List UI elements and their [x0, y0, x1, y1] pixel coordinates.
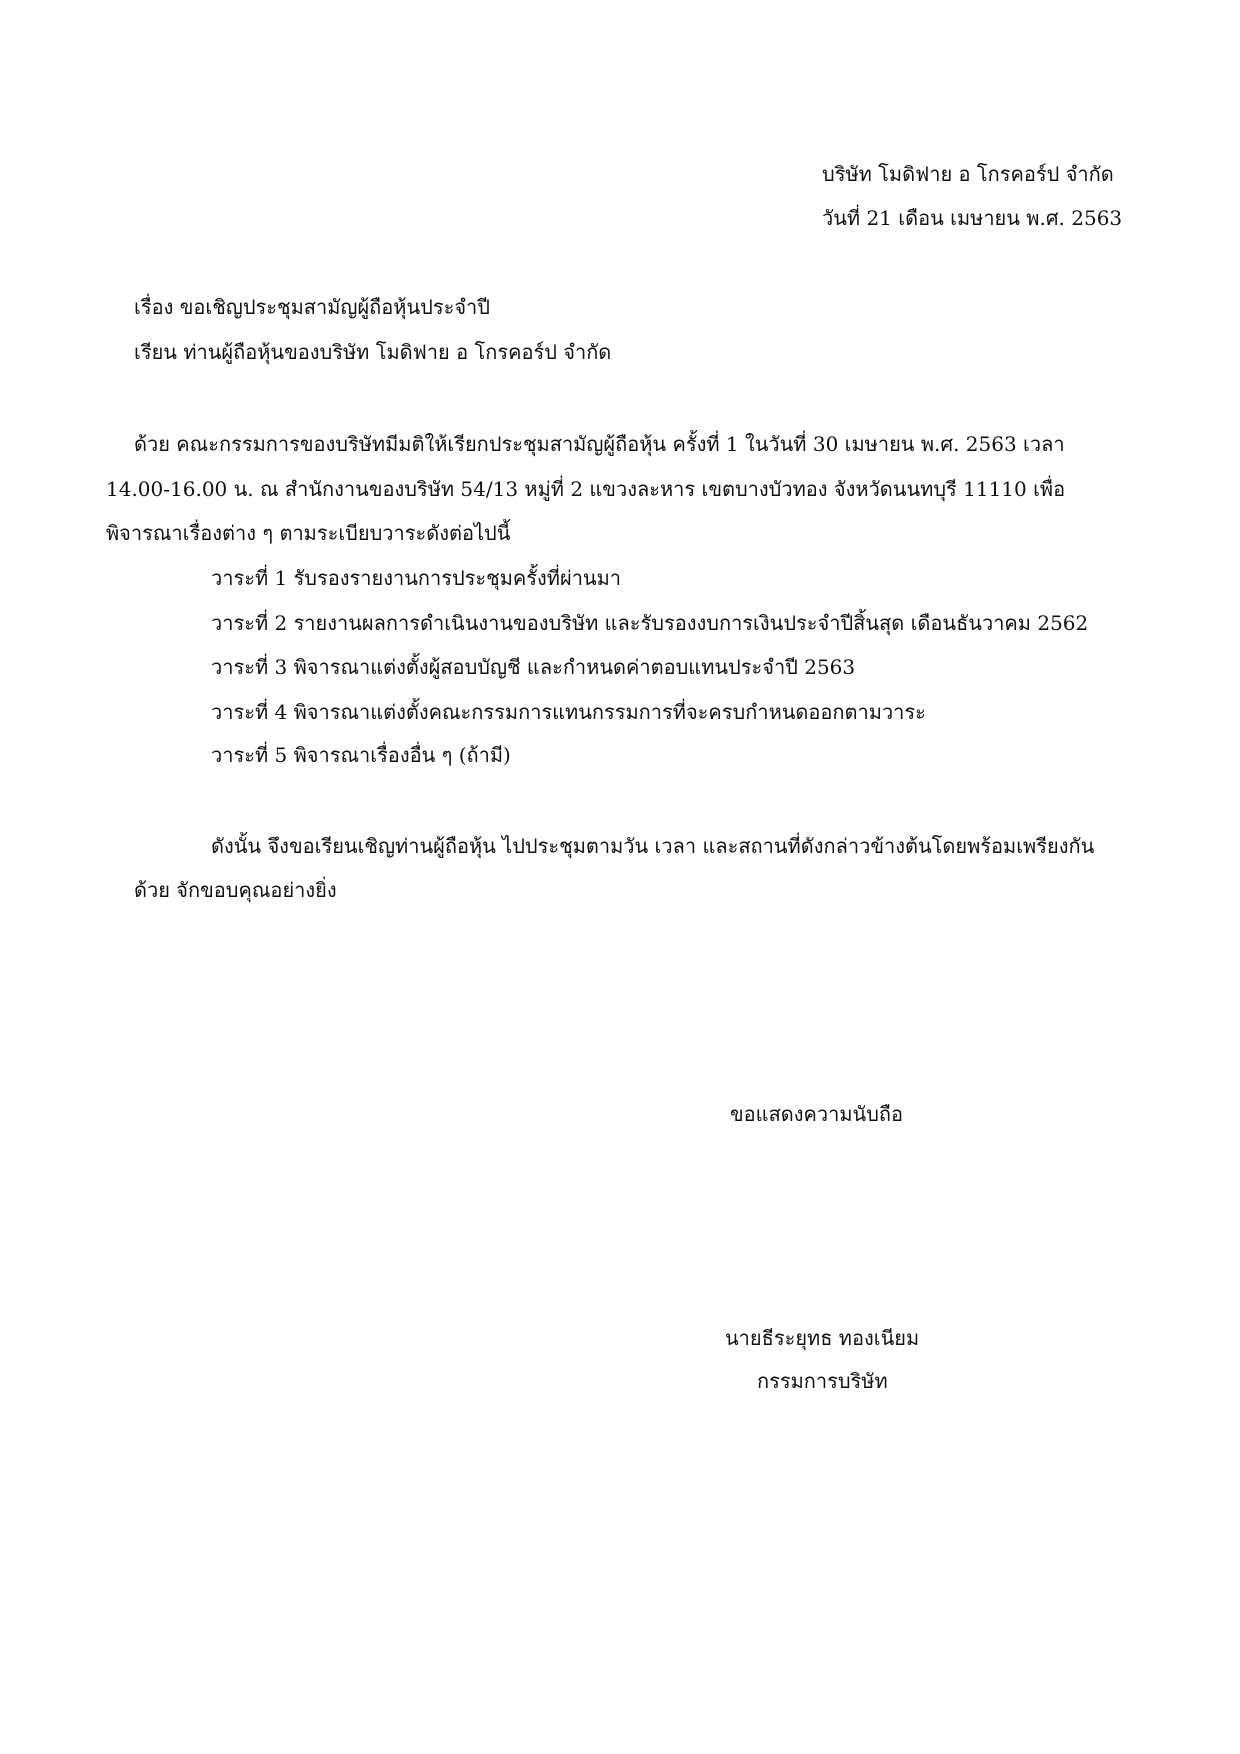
body-paragraph-line-1: ด้วย คณะกรรมการของบริษัทมีมติให้เรียกประชุมสามัญผู้ถือหุ้น ครั้งที่ 1 ในวันที่ 30 เมษายน พ.ศ. 2563 เวลา: [134, 432, 1065, 456]
letter-date: วันที่ 21 เดือน เมษายน พ.ศ. 2563: [822, 206, 1123, 230]
agenda-item-4: วาระที่ 4 พิจารณาแต่งตั้งคณะกรรมการแทนกรรมการที่จะครบกำหนดออกตามวาระ: [211, 700, 926, 724]
sender-company: บริษัท โมดิฟาย อ โกรคอร์ป จำกัด: [822, 162, 1114, 186]
agenda-item-5: วาระที่ 5 พิจารณาเรื่องอื่น ๆ (ถ้ามี): [211, 743, 511, 767]
subject-line: เรื่อง ขอเชิญประชุมสามัญผู้ถือหุ้นประจำปี: [134, 295, 490, 319]
body-paragraph-line-2: 14.00-16.00 น. ณ สำนักงานของบริษัท 54/13 หมู่ที่ 2 แขวงละหาร เขตบางบัวทอง จังหวัดนนทบุรี 11110 เพื่อ: [106, 477, 1066, 501]
signatory-name: นายธีระยุทธ ทองเนียม: [725, 1326, 920, 1350]
body-paragraph-line-3: พิจารณาเรื่องต่าง ๆ ตามระเบียบวาระดังต่อไปนี้: [106, 521, 511, 545]
recipient-line: เรียน ท่านผู้ถือหุ้นของบริษัท โมดิฟาย อ โกรคอร์ป จำกัด: [134, 340, 612, 364]
agenda-item-3: วาระที่ 3 พิจารณาแต่งตั้งผู้สอบบัญชี และกำหนดค่าตอบแทนประจำปี 2563: [211, 655, 856, 679]
signatory-title: กรรมการบริษัท: [757, 1369, 888, 1393]
agenda-item-2: วาระที่ 2 รายงานผลการดำเนินงานของบริษัท และรับรองงบการเงินประจำปีสิ้นสุด เดือนธันวาคม 2562: [211, 611, 1089, 635]
conclusion-line-2: ด้วย จักขอบคุณอย่างยิ่ง: [134, 878, 337, 902]
closing-salutation: ขอแสดงความนับถือ: [730, 1102, 904, 1126]
conclusion-line-1: ดังนั้น จึงขอเรียนเชิญท่านผู้ถือหุ้น ไปประชุมตามวัน เวลา และสถานที่ดังกล่าวข้างต้นโดยพร้อมเพรียงกัน: [211, 834, 1095, 858]
agenda-item-1: วาระที่ 1 รับรองรายงานการประชุมครั้งที่ผ่านมา: [211, 566, 622, 590]
